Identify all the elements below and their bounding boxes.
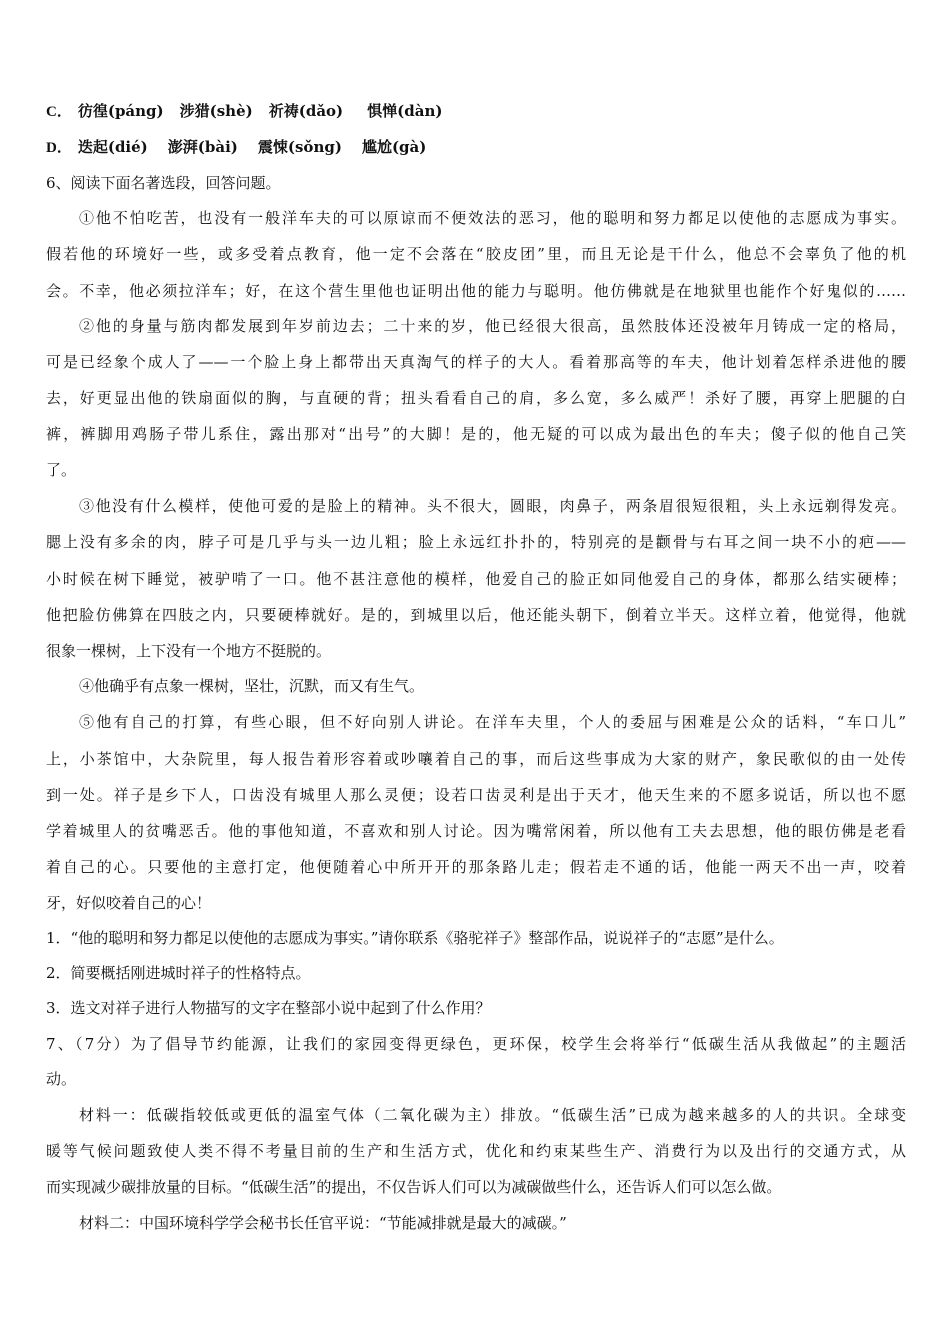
passage-line: 到一处。祥子是乡下人，口齿没有城里人那么灵便；设若口齿灵利是出于天才，他天生来的不愿多说话，所以也不愿 [46,786,906,804]
question-7-heading: 7、（7分）为了倡导节约能源，让我们的家园变得更绿色，更环保，校学生会将举行“低碳生活从我做起”的主题活 [46,1035,906,1053]
option-d-term-4: 尴尬(gà) [361,138,427,156]
passage-line: 着自己的心。只要他的主意打定，他便随着心中所开开的那条路儿走；假若走不通的话，他能一两天不出一声，咬着 [46,858,906,876]
passage-line: ⑤他有自己的打算，有些心眼，但不好向别人讲论。在洋车夫里，个人的委屈与困难是公众的话料，“车口儿” [79,713,906,731]
option-c-term-4: 惧惮(dàn) [367,102,443,120]
material-line: 材料二：中国环境科学学会秘书长任官平说：“节能减排就是最大的减碳。” [79,1214,567,1232]
option-c-term-2: 涉猎(shè) [179,102,253,120]
material-line: 暖等气候问题致使人类不得不考量目前的生产和生活方式，优化和约束某些生产、消费行为以及出行的交通方式，从 [46,1142,906,1160]
sub-question-1: 1．“他的聪明和努力都足以使他的志愿成为事实。”请你联系《骆驼祥子》整部作品，说说祥子的“志愿”是什么。 [46,929,784,947]
passage-line: 会。不幸，他必须拉洋车；好，在这个营生里他也证明出他的能力与聪明。他仿佛就是在地狱里也能作个好鬼似的…… [46,282,906,300]
passage-line: ②他的身量与筋肉都发展到年岁前边去；二十来的岁，他已经很大很高，虽然肢体还没被年月铸成一定的格局， [79,317,906,335]
material-line: 而实现减少碳排放量的目标。“低碳生活”的提出，不仅告诉人们可以为减碳做些什么，还告诉人们可以怎么做。 [46,1178,782,1196]
sub-question-3: 3．选文对祥子进行人物描写的文字在整部小说中起到了什么作用？ [46,999,491,1017]
option-c-letter: C． [46,104,72,120]
option-d-letter: D． [46,140,72,156]
passage-line: 小时候在树下睡觉，被驴啃了一口。他不甚注意他的模样，他爱自己的脸正如同他爱自己的身体，都那么结实硬棒； [46,570,906,588]
question-6-heading: 6、阅读下面名著选段，回答问题。 [46,174,281,192]
passage-line: 牙，好似咬着自己的心！ [46,894,212,912]
passage-line: 上，小茶馆中，大杂院里，每人报告着形容着或吵嚷着自己的事，而后这些事成为大家的财产，象民歌似的由一处传 [46,750,906,768]
option-d-term-3: 震悚(sǒng) [257,138,342,156]
passage-line: 腮上没有多余的肉，脖子可是几乎与头一边儿粗；脸上永远红扑扑的，特别亮的是颧骨与右耳之间一块不小的疤—— [46,533,906,551]
passage-line: 可是已经象个成人了——一个脸上身上都带出天真淘气的样子的大人。看着那高等的车夫，他计划着怎样杀进他的腰 [46,353,906,371]
option-d-term-2: 澎湃(bài) [167,138,238,156]
option-d [46,137,906,158]
passage-line: 裤，裤脚用鸡肠子带儿系住，露出那对“出号”的大脚！是的，他无疑的可以成为最出色的车夫；傻子似的他自己笑 [46,425,906,443]
passage-line: ③他没有什么模样，使他可爱的是脸上的精神。头不很大，圆眼，肉鼻子，两条眉很短很粗，头上永远剃得发亮。 [79,497,906,515]
passage-line: 很象一棵树，上下没有一个地方不挺脱的。 [46,642,332,660]
option-c [46,101,906,122]
question-7-heading-cont: 动。 [46,1070,77,1088]
passage-line: 学着城里人的贫嘴恶舌。他的事他知道，不喜欢和别人讨论。因为嘴常闲着，所以他有工夫去思想，他的眼仿佛是老看 [46,822,906,840]
option-d-term-1: 迭起(dié) [77,138,148,156]
passage-line: 去，好更显出他的铁扇面似的胸，与直硬的背；扭头看看自己的肩，多么宽，多么威严！杀好了腰，再穿上肥腿的白 [46,389,906,407]
passage-line: ①他不怕吃苦，也没有一般洋车夫的可以原谅而不便效法的恶习，他的聪明和努力都足以使他的志愿成为事实。 [79,209,906,227]
option-c-term-3: 祈祷(dǎo) [268,102,344,120]
sub-question-2: 2．简要概括刚进城时祥子的性格特点。 [46,964,311,982]
passage-line: ④他确乎有点象一棵树，坚壮，沉默，而又有生气。 [79,677,425,695]
material-line: 材料一：低碳指较低或更低的温室气体（二氧化碳为主）排放。“低碳生活”已成为越来越多的人的共识。全球变 [79,1106,906,1124]
passage-line: 了。 [46,461,77,479]
passage-line: 他把脸仿佛算在四肢之内，只要硬棒就好。是的，到城里以后，他还能头朝下，倒着立半天。这样立着，他觉得，他就 [46,606,906,624]
passage-line: 假若他的环境好一些，或多受着点教育，他一定不会落在“胶皮团”里，而且无论是干什么，他总不会辜负了他的机 [46,245,906,263]
option-c-term-1: 彷徨(páng) [77,102,164,120]
